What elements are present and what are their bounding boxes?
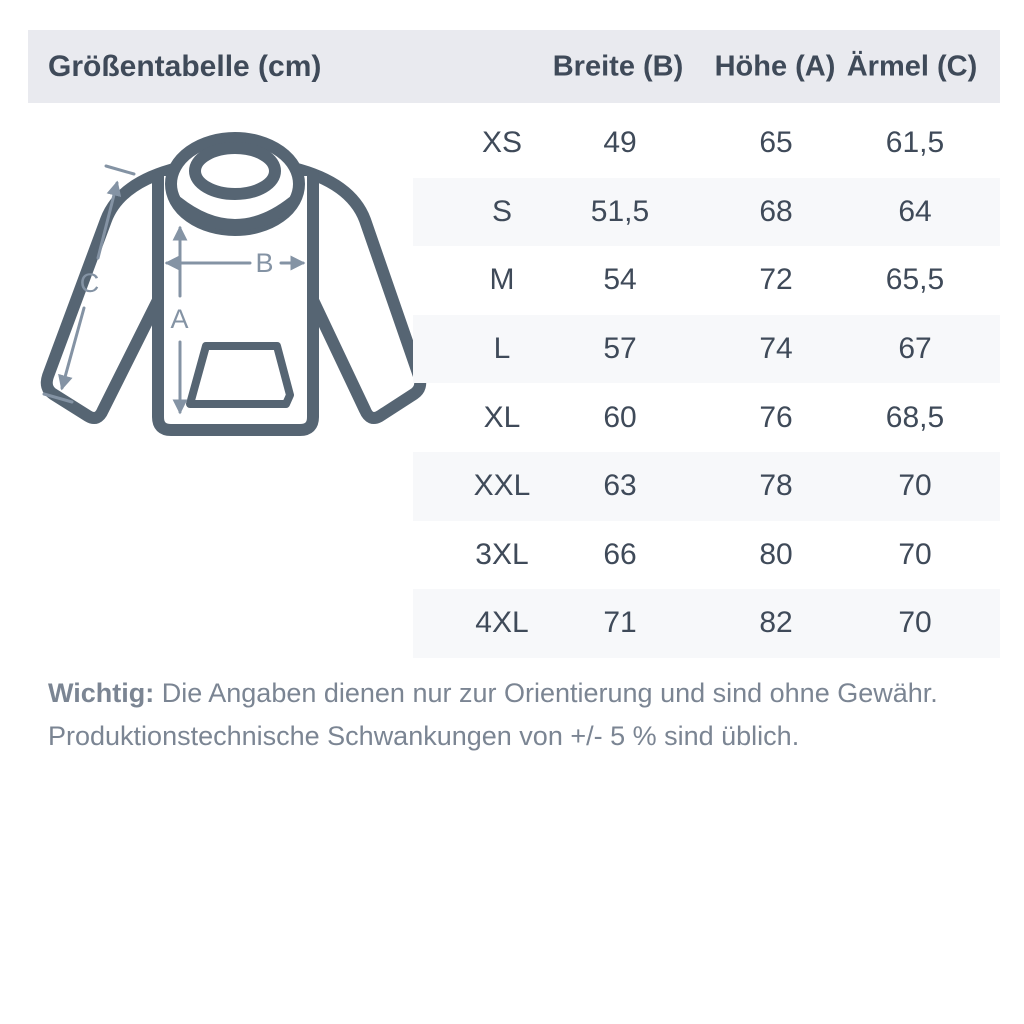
- measure-label-a: A: [170, 304, 190, 334]
- cell-hoehe: 82: [759, 606, 793, 640]
- cell-breite: 54: [603, 263, 637, 297]
- column-header-aermel: Ärmel (C): [846, 50, 978, 82]
- disclaimer-line1-text: Die Angaben dienen nur zur Orientierung und sind ohne Gewähr.: [154, 678, 938, 708]
- cell-breite: 63: [603, 469, 637, 503]
- cell-hoehe: 72: [759, 263, 793, 297]
- cell-aermel: 70: [898, 606, 932, 640]
- cell-aermel: 67: [898, 332, 932, 366]
- table-row: [413, 315, 1000, 384]
- cell-size: L: [493, 332, 511, 366]
- disclaimer-bold: Wichtig:: [48, 678, 155, 708]
- table-row: [413, 452, 1000, 521]
- cell-aermel: 65,5: [885, 263, 945, 297]
- cell-hoehe: 65: [759, 126, 793, 160]
- measure-label-b: B: [255, 248, 275, 278]
- cell-breite: 57: [603, 332, 637, 366]
- cell-hoehe: 80: [759, 537, 793, 571]
- disclaimer-line-1: [48, 672, 978, 715]
- cell-aermel: 68,5: [885, 400, 945, 434]
- cell-hoehe: 74: [759, 332, 793, 366]
- cell-hoehe: 76: [759, 400, 793, 434]
- table-row: [413, 109, 1000, 178]
- cell-size: 4XL: [475, 606, 529, 640]
- cell-aermel: 70: [898, 469, 932, 503]
- hoodie-measurement-diagram: [30, 120, 430, 465]
- table-row: [413, 521, 1000, 590]
- hoodie-pocket: [190, 346, 290, 404]
- cell-breite: 71: [603, 606, 637, 640]
- measure-label-c: C: [79, 268, 101, 298]
- table-row: [413, 383, 1000, 452]
- cell-breite: 49: [603, 126, 637, 160]
- cell-size: XL: [483, 400, 521, 434]
- size-table: [413, 109, 1000, 658]
- cell-breite: 66: [603, 537, 637, 571]
- disclaimer: [48, 672, 978, 758]
- cell-hoehe: 78: [759, 469, 793, 503]
- cell-aermel: 70: [898, 537, 932, 571]
- measure-tick-c-top: [106, 166, 134, 174]
- cell-size: XS: [481, 126, 523, 160]
- cell-size: M: [489, 263, 515, 297]
- column-header-breite: Breite (B): [552, 50, 684, 82]
- cell-breite: 60: [603, 400, 637, 434]
- disclaimer-line-2: Produktionstechnische Schwankungen von +/- 5 % sind üblich.: [48, 721, 800, 751]
- column-header-hoehe: Höhe (A): [714, 50, 836, 82]
- hoodie-outline-icon: [30, 120, 430, 465]
- table-row: [413, 589, 1000, 658]
- cell-breite: 51,5: [590, 194, 650, 228]
- page-title: Größentabelle (cm): [48, 49, 322, 83]
- table-row: [413, 246, 1000, 315]
- cell-hoehe: 68: [759, 194, 793, 228]
- cell-aermel: 64: [898, 194, 932, 228]
- cell-size: XXL: [473, 469, 531, 503]
- table-row: [413, 178, 1000, 247]
- cell-aermel: 61,5: [885, 126, 945, 160]
- cell-size: 3XL: [475, 537, 529, 571]
- table-header-band: [28, 30, 1000, 103]
- cell-size: S: [491, 194, 513, 228]
